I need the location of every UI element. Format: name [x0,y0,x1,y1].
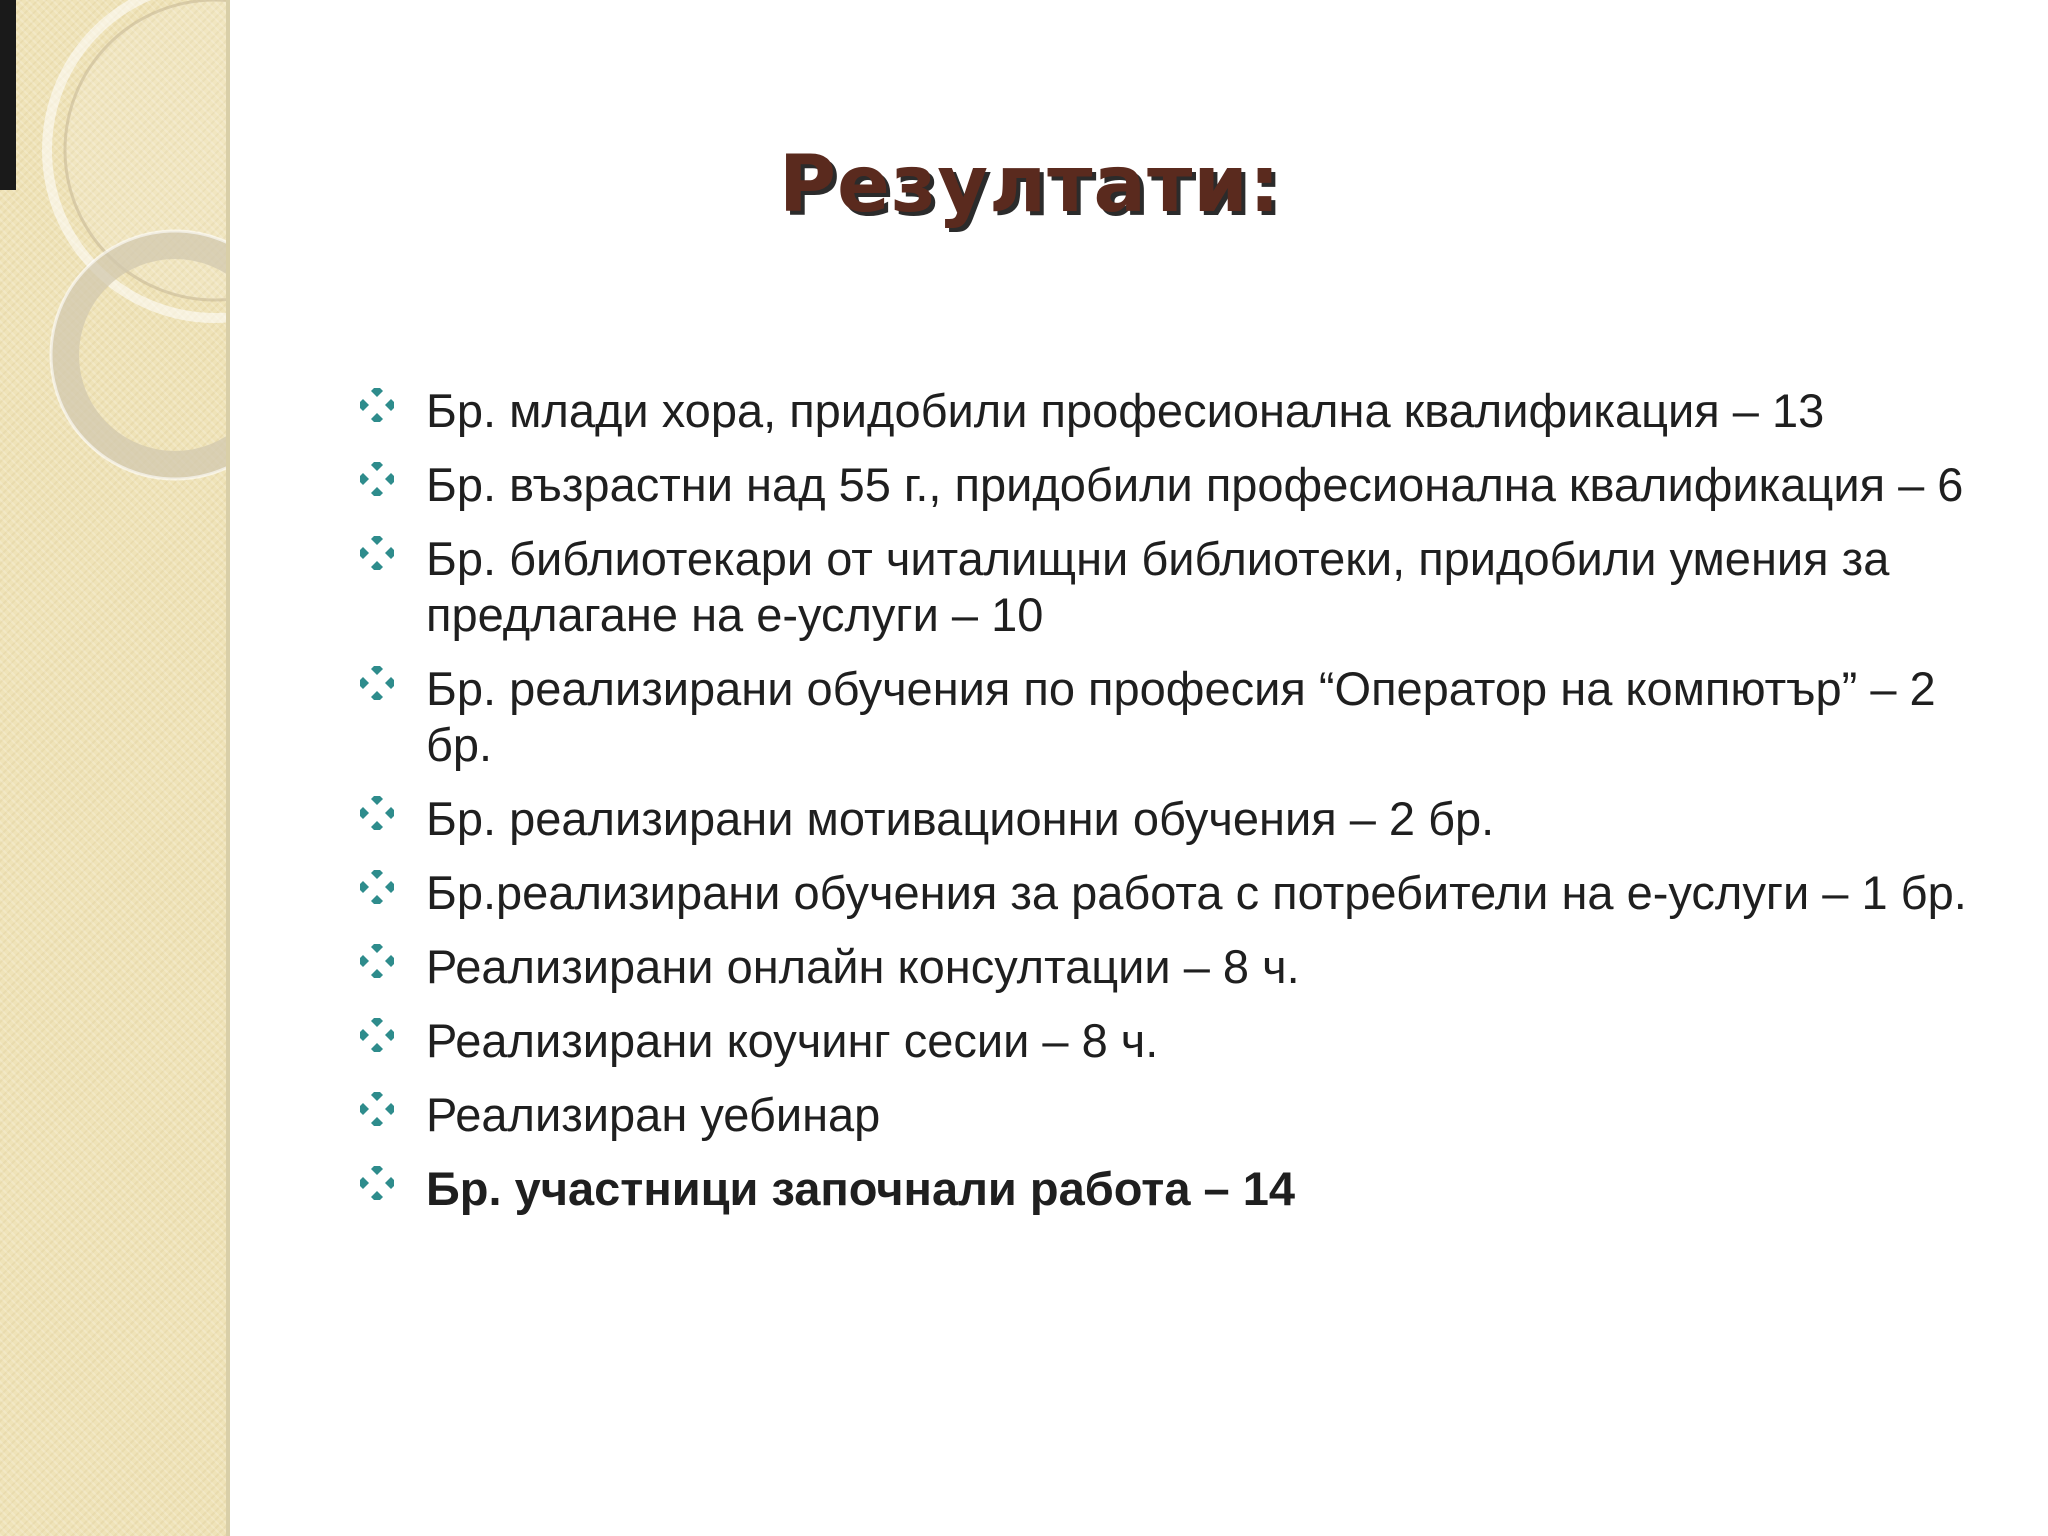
result-item [360,939,2010,995]
side-panel-edge [226,0,230,1536]
result-item [360,791,2010,847]
diamond-bullet-icon [360,944,394,978]
decorative-rings [0,0,226,520]
diamond-bullet-icon [360,870,394,904]
result-item-text: Бр. реализирани обучения по професия “Оператор на компютър” – 2 бр. [426,662,1936,771]
result-item [360,457,2010,513]
slide-title: Резултати: [778,140,1282,230]
diamond-bullet-icon [360,1092,394,1126]
result-item-text: Бр. млади хора, придобили професионална квалификация – 13 [426,384,1825,437]
result-item [360,1087,2010,1143]
result-item-text: Бр. възрастни над 55 г., придобили професионална квалификация – 6 [426,458,1964,511]
diamond-bullet-icon [360,462,394,496]
diamond-bullet-icon [360,536,394,570]
result-item [360,865,2010,921]
diamond-bullet-icon [360,388,394,422]
result-item-text: Бр. реализирани мотивационни обучения – 2 бр. [426,792,1495,845]
result-item [360,1013,2010,1069]
diamond-bullet-icon [360,1166,394,1200]
result-item [360,383,2010,439]
result-item-text: Бр. библиотекари от читалищни библиотеки, придобили умения за предлагане на е-услуги – 10 [426,532,1890,641]
result-item [360,531,2010,643]
result-item-text: Реализирани коучинг сесии – 8 ч. [426,1014,1159,1067]
diamond-bullet-icon [360,666,394,700]
result-item-text: Реализиран уебинар [426,1088,881,1141]
result-item-text: Бр.реализирани обучения за работа с потребители на е-услуги – 1 бр. [426,866,1967,919]
results-list [360,383,2010,1235]
side-decor-panel [0,0,226,1536]
result-item-text: Бр. участници започнали работа – 14 [426,1162,1295,1215]
diamond-bullet-icon [360,1018,394,1052]
diamond-bullet-icon [360,796,394,830]
result-item [360,661,2010,773]
result-item [360,1161,2010,1217]
result-item-text: Реализирани онлайн консултации – 8 ч. [426,940,1300,993]
